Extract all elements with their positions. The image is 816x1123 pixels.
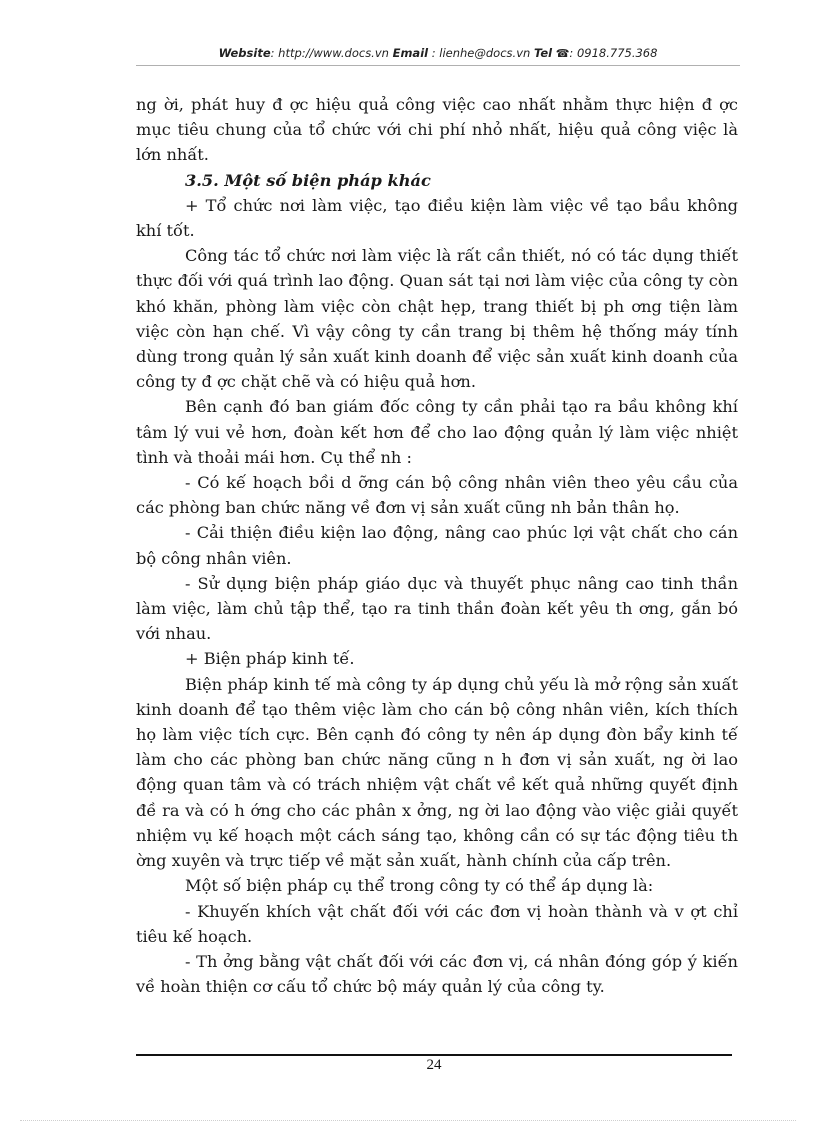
list-item: - Th ởng bằng vật chất đối với các đơn vị, cá nhân đóng góp ý kiến về hoàn thiện cơ cấu tổ chức bộ máy quản lý của công ty. (136, 951, 738, 997)
paragraph: Một số biện pháp cụ thể trong công ty có thể áp dụng là: (185, 876, 654, 896)
email-value: : lienhe@docs.vn (431, 46, 531, 60)
paragraph: ng ời, phát huy đ ợc hiệu quả công việc cao nhất nhằm thực hiện đ ợc mục tiêu chung của tổ chức với chi phí nhỏ nhất, hiệu quả công việc là lớn nhất. (136, 95, 738, 165)
header-divider (136, 65, 740, 66)
tel-value: : 0918.775.368 (569, 46, 658, 60)
list-item: - Cải thiện điều kiện lao động, nâng cao phúc lợi vật chất cho cán bộ công nhân viên. (136, 523, 738, 568)
footer-divider (136, 1054, 732, 1056)
paragraph: + Tổ chức nơi làm việc, tạo điều kiện làm việc về tạo bầu không khí tốt. (136, 195, 738, 241)
page-edge (20, 1120, 796, 1121)
page-header (136, 46, 740, 60)
website-value: : http://www.docs.vn (270, 46, 389, 60)
page-number: 24 (426, 1057, 442, 1073)
website-label: Website (218, 46, 271, 60)
paragraph: Bên cạnh đó ban giám đốc công ty cần phải tạo ra bầu không khí tâm lý vui vẻ hơn, đoàn kết hơn để cho lao động quản lý làm việc nhiệt tình và thoải mái hơn. Cụ thể nh : (136, 397, 738, 467)
telephone-icon: ☎ (555, 47, 570, 60)
page-body (136, 92, 738, 999)
email-label: Email (392, 46, 429, 60)
paragraph: Công tác tổ chức nơi làm việc là rất cần thiết, nó có tác dụng thiết thực đối với quá trình lao động. Quan sát tại nơi làm việc của công ty còn khó khăn, phòng làm việc còn chật hẹp, trang thiết bị ph ơng tiện làm việc còn hạn chế. Vì vậy công ty cần trang bị thêm hệ thống máy tính dùng trong quản lý sản xuất kinh doanh để việc sản xuất kinh doanh của công ty đ ợc chặt chẽ và có hiệu quả hơn. (136, 246, 738, 392)
list-item: - Sử dụng biện pháp giáo dục và thuyết phục nâng cao tinh thần làm việc, làm chủ tập thể, tạo ra tinh thần đoàn kết yêu th ơng, gắn bó với nhau. (136, 573, 738, 644)
section-heading: 3.5. Một số biện pháp khác (185, 170, 431, 190)
list-item: - Có kế hoạch bồi d ỡng cán bộ công nhân viên theo yêu cầu của các phòng ban chức năng về đơn vị sản xuất cũng nh bản thân họ. (136, 473, 738, 518)
paragraph: + Biện pháp kinh tế. (185, 649, 355, 669)
list-item: - Khuyến khích vật chất đối với các đơn vị hoàn thành và v ợt chỉ tiêu kế hoạch. (136, 901, 738, 946)
paragraph: Biện pháp kinh tế mà công ty áp dụng chủ yếu là mở rộng sản xuất kinh doanh để tạo thêm việc làm cho cán bộ công nhân viên, kích thích họ làm việc tích cực. Bên cạnh đó công ty nên áp dụng đòn bẩy kinh tế làm cho các phòng ban chức năng cũng n h đơn vị sản xuất, ng ời lao động quan tâm và có trách nhiệm vật chất về kết quả những quyết định đề ra và có h ớng cho các phân x ởng, ng ời lao động vào việc giải quyết nhiệm vụ kế hoạch một cách sáng tạo, không cần có sự tác động tiêu th ờng xuyên và trực tiếp về mặt sản xuất, hành chính của cấp trên. (136, 674, 738, 871)
tel-label: Tel (533, 46, 553, 60)
